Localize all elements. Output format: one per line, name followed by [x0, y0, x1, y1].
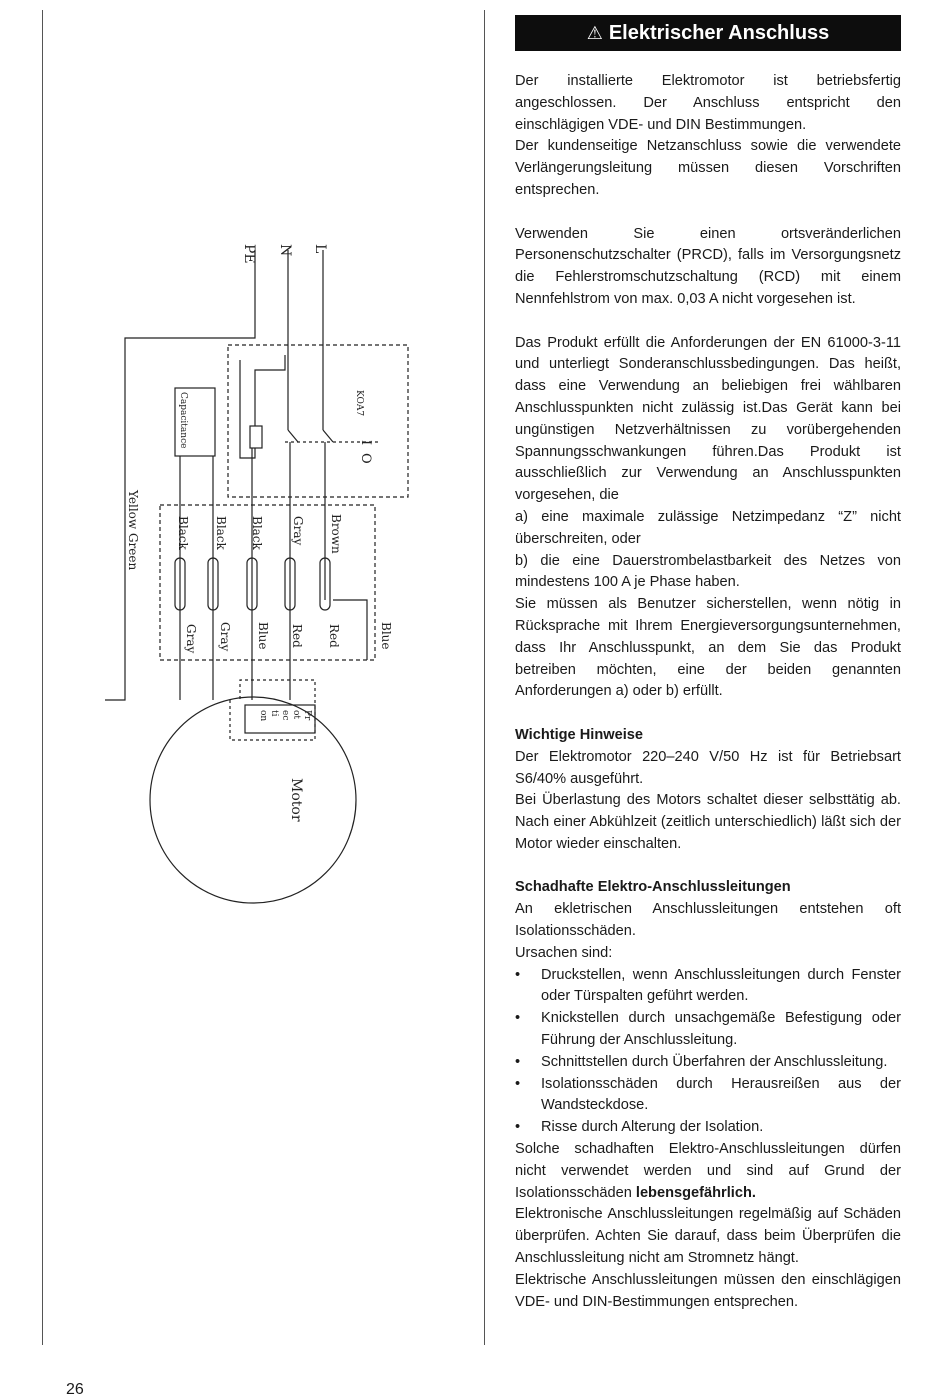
- important-line-1: Der Elektromotor 220–240 V/50 Hz ist für Betriebsart S6/40% ausgeführt.: [515, 748, 901, 787]
- list-item: • Druckstellen, wenn Anschlussleitungen durch Fenster oder Türspalten geführt werden.: [515, 966, 901, 1005]
- wire-label-upper-4: Gray: [291, 516, 305, 546]
- wire-label-upper-1: Black: [176, 516, 190, 550]
- faulty-heading: Schadhafte Elektro-Anschlussleitungen: [515, 879, 791, 896]
- prcd-paragraph: Verwenden Sie einen ortsveränderlichen Personenschutzschalter (PRCD), falls im Versorgungsnetz die Fehlerstromschutzschaltung (RCD) mit einem Nennfehlstrom von max. 0,03 A nicht vorgesehen ist.: [515, 225, 901, 307]
- protection-label-3: ec: [280, 710, 290, 721]
- terminal-l: L: [312, 244, 328, 254]
- causes-label: Ursachen sind:: [515, 944, 613, 961]
- en-paragraph-a: a) eine maximale zulässige Netzimpedanz “Z” nicht überschreiten, oder: [515, 508, 901, 547]
- switch-label: KOA7: [354, 390, 364, 417]
- motor-circle: [150, 697, 356, 903]
- wire-label-upper-3: Black: [250, 516, 264, 550]
- important-line-2: Bei Überlastung des Motors schaltet dieser selbsttätig ab. Nach einer Abkühlzeit (zeitlich unterschiedlich) läßt sich der Motor wieder einschalten.: [515, 792, 901, 852]
- content-column: [515, 15, 901, 1313]
- terminal-n: N: [277, 244, 293, 257]
- list-item: • Risse durch Alterung der Isolation.: [515, 1117, 901, 1139]
- wire-label-earth: Yellow Green: [126, 490, 140, 571]
- protection-label-2: ot: [291, 710, 301, 720]
- protection-label-1: Pr: [302, 710, 312, 721]
- wire-label-lower-4: Red: [290, 624, 304, 648]
- protection-label-4: ti: [269, 710, 279, 717]
- faulty-intro: An ekletrischen Anschlussleitungen entstehen oft Isolationsschäden.: [515, 901, 901, 940]
- wire-label-upper-5: Brown: [329, 514, 343, 554]
- page-number: 26: [66, 1381, 84, 1398]
- causes-list: [515, 965, 901, 1139]
- warning-emphasis: lebensgefährlich.: [635, 1184, 756, 1201]
- en-paragraph-1: Das Produkt erfüllt die Anforderungen der EN 61000-3-11 und unterliegt Sonderanschlussbedingungen. Das heißt, dass eine Verwendung an beliebigen frei wählbaren Anschlusspunkten nicht zulässig ist.Das Gerät kann bei ungünstigen Netzverhältnissen zu vorübergehenden Spannungsschwankungen führen.Das Produkt ist ausschließlich zur Verwendung an Anschlusspunkten vorgesehen, die: [515, 334, 901, 504]
- intro-paragraph-1: Der installierte Elektromotor ist betriebsfertig angeschlossen. Der Anschluss entspricht den einschlägigen VDE- und DIN Bestimmungen.: [515, 73, 901, 133]
- capacitor-label: Capacitance: [178, 392, 188, 449]
- check-paragraph: Elektronische Anschlussleitungen regelmäßig auf Schäden überprüfen. Achten Sie darauf, dass beim Überprüfen die Anschlussleitung nicht am Stromnetz hängt.: [515, 1206, 901, 1267]
- wire-label-extra-blue: Blue: [379, 622, 393, 650]
- switch-symbol-i: I: [358, 440, 373, 446]
- wire-label-lower-1: Gray: [184, 624, 198, 654]
- norm-paragraph: Elektrische Anschlussleitungen müssen den einschlägigen VDE- und DIN-Bestimmungen entsprechen.: [515, 1271, 901, 1310]
- left-margin-rule: [42, 10, 43, 1345]
- bullet-icon: •: [515, 1053, 521, 1070]
- bullet-icon: •: [515, 1075, 521, 1092]
- wiring-diagram-svg: [95, 220, 393, 840]
- section-title: Elektrischer Anschluss: [608, 22, 830, 44]
- warning-triangle-icon: ⚠: [586, 23, 603, 43]
- en-paragraph-b: b) die eine Dauerstrombelastbarkeit des Netzes von mindestens 100 A je Phase haben.: [515, 552, 901, 591]
- wire-label-lower-2: Gray: [218, 622, 232, 652]
- column-divider-rule: [484, 10, 485, 1345]
- wire-label-lower-3: Blue: [256, 622, 270, 650]
- section-title-bar: [515, 15, 901, 51]
- switch-symbol-o: O: [358, 453, 373, 464]
- bullet-icon: •: [515, 1119, 521, 1136]
- bullet-icon: •: [515, 1010, 521, 1027]
- intro-paragraph-2: Der kundenseitige Netzanschluss sowie die verwendete Verlängerungsleitung müssen diesen Vorschriften entsprechen.: [515, 138, 901, 198]
- bullet-icon: •: [515, 966, 521, 983]
- list-item: • Schnittstellen durch Überfahren der Anschlussleitung.: [515, 1052, 901, 1074]
- terminal-pe: PE: [241, 244, 257, 264]
- body-text: [515, 71, 901, 1313]
- n-contact: [288, 430, 298, 442]
- important-heading: Wichtige Hinweise: [515, 726, 643, 743]
- list-item: • Knickstellen durch unsachgemäße Befestigung oder Führung der Anschlussleitung.: [515, 1010, 901, 1049]
- list-item: • Isolationsschäden durch Herausreißen aus der Wandsteckdose.: [515, 1075, 901, 1114]
- wire-label-upper-2: Black: [214, 516, 228, 550]
- coil-wire-b: [255, 355, 285, 426]
- wiring-diagram: [95, 220, 393, 840]
- motor-label: Motor: [288, 778, 304, 822]
- l-contact: [323, 430, 333, 442]
- en-paragraph-2: Sie müssen als Benutzer sicherstellen, wenn nötig in Rücksprache mit Ihrem Energieversorgungsunternehmen, dass Ihr Anschlusspunkt, an dem Sie das Produkt betreiben möchten, eine der beiden genannten Anforderungen a) oder b) erfüllt.: [515, 596, 901, 700]
- warning-paragraph: Solche schadhaften Elektro-Anschlussleitungen dürfen nicht verwendet werden und sind auf Grund der Isolationsschäden lebensgefährlich.: [515, 1141, 901, 1201]
- protection-label-5: on: [258, 710, 268, 722]
- wire-label-lower-5: Red: [327, 624, 341, 648]
- coil-wire-a: [240, 360, 255, 458]
- relay-coil: [250, 426, 262, 448]
